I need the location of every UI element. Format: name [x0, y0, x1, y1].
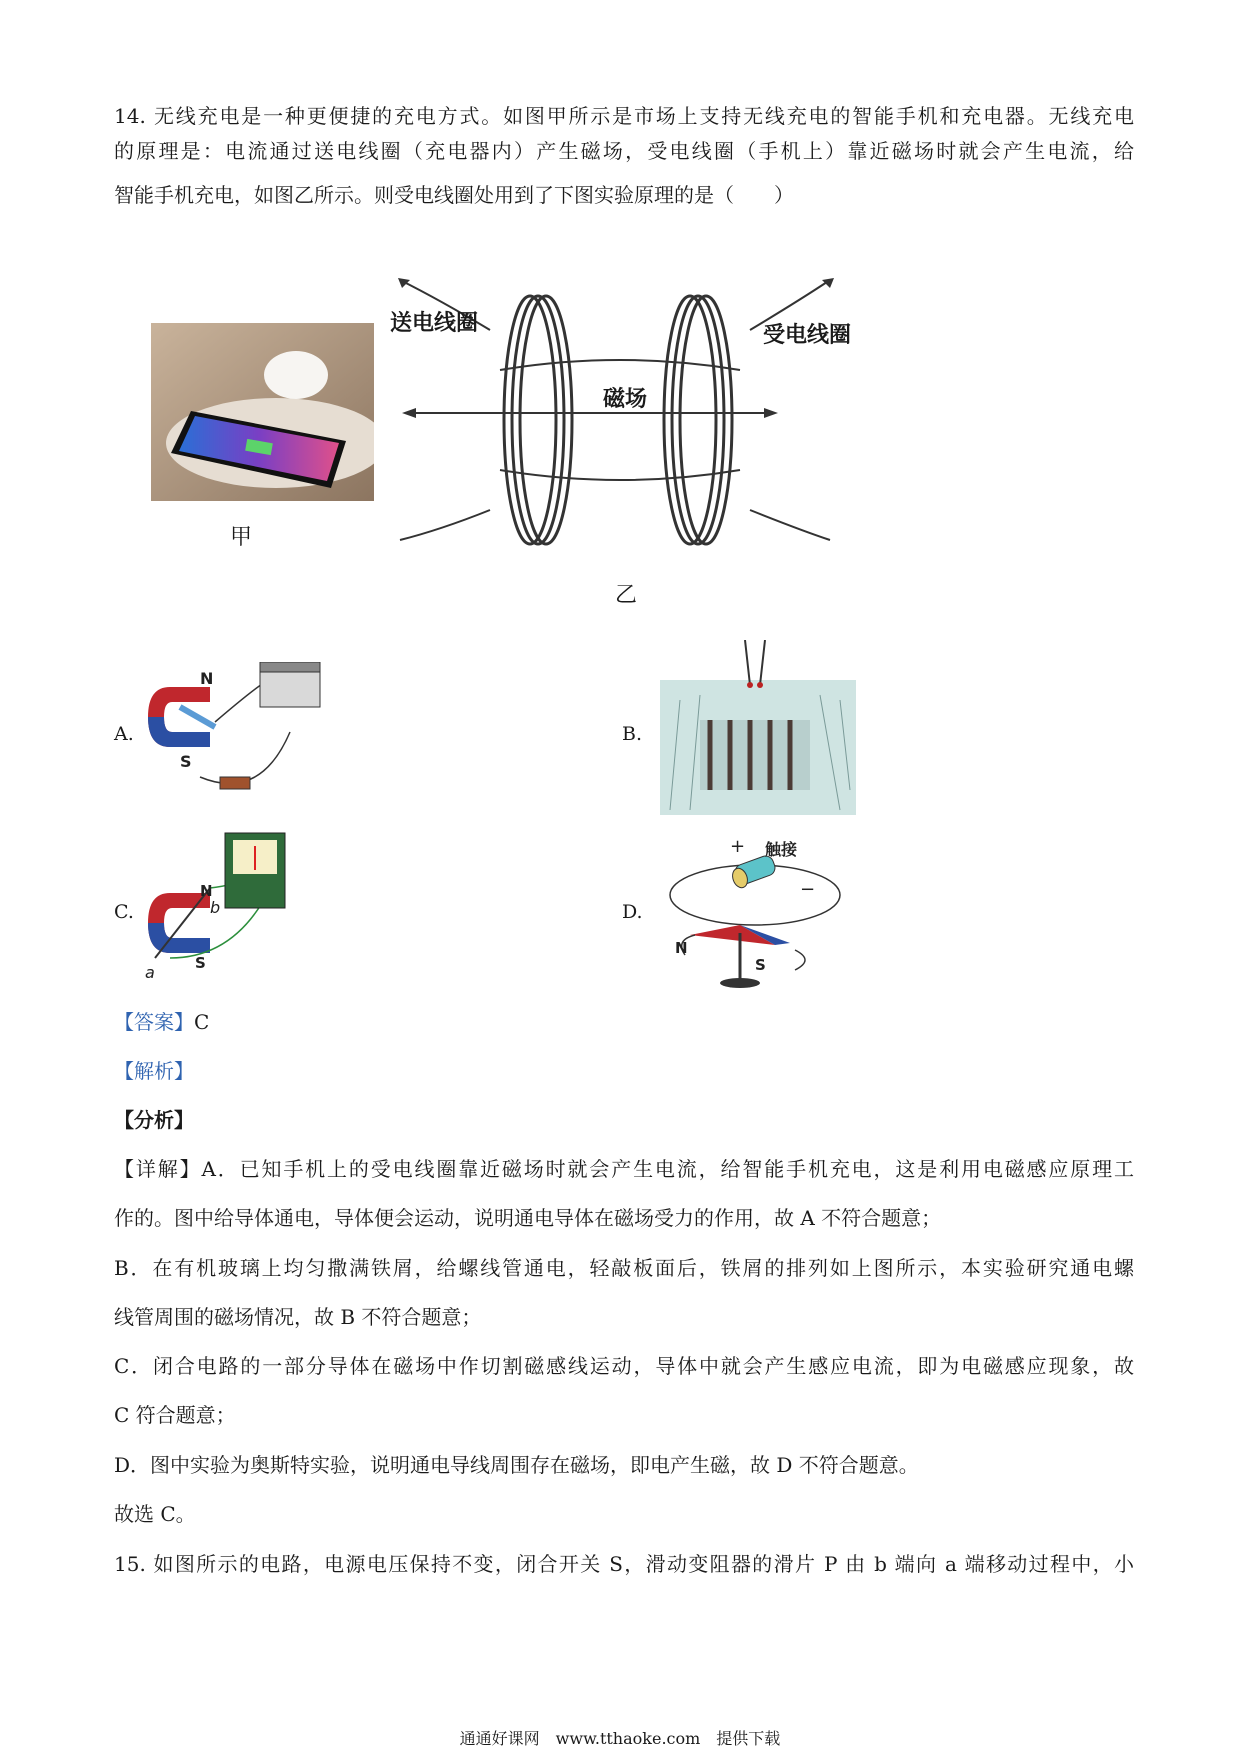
option-d-n-text: N — [675, 939, 688, 957]
detail-line-1: 【详解】A．已知手机上的受电线圈靠近磁场时就会产生电流，给智能手机充电，这是利用电磁感应原理工 — [114, 1157, 1134, 1181]
option-c-s-text: S — [195, 954, 206, 972]
coil-receive-label: 受电线圈 — [763, 323, 852, 348]
detail-line-5: C．闭合电路的一部分导体在磁场中作切割磁感线运动，导体中就会产生感应电流，即为电磁感应现象，故 — [114, 1354, 1134, 1378]
option-d-minus-text: − — [800, 879, 816, 900]
option-d-plus-text: + — [730, 836, 746, 857]
answer-line — [114, 1008, 1134, 1036]
option-d-s-text: S — [755, 956, 766, 974]
figure-jia-caption: 甲 — [230, 525, 253, 550]
question-15-line-1: 15. 如图所示的电路，电源电压保持不变，闭合开关 S，滑动变阻器的滑片 P 由 b 端向 a 端移动过程中，小 — [114, 1552, 1134, 1576]
option-c-figure — [140, 828, 290, 983]
detail-line-7: D．图中实验为奥斯特实验，说明通电导线周围存在磁场，即电产生磁，故 D 不符合题意。 — [114, 1453, 919, 1477]
figure-jia-photo — [151, 323, 374, 501]
option-c-n-text: N — [200, 882, 213, 900]
field-label: 磁场 — [603, 387, 648, 412]
option-d-touch-text: 触接 — [765, 840, 798, 859]
option-a-label: A. — [114, 723, 134, 745]
figure-yi-caption: 乙 — [615, 583, 638, 608]
detail-line-4: 线管周围的磁场情况，故 B 不符合题意； — [114, 1305, 482, 1329]
detail-line-2: 作的。图中给导体通电，导体便会运动，说明通电导体在磁场受力的作用，故 A 不符合题意； — [114, 1206, 942, 1230]
answer-value: C — [194, 1010, 210, 1034]
answer-tag: 【答案】 — [114, 1010, 194, 1034]
page-footer: 通通好课网 www.tthaoke.com 提供下载 — [459, 1729, 781, 1748]
option-b-label: B. — [622, 723, 643, 745]
option-c-b-text: b — [210, 898, 221, 917]
option-d-figure — [665, 835, 845, 995]
option-a-s-text: S — [180, 752, 192, 771]
question-14-line-1: 14. 无线充电是一种更便捷的充电方式。如图甲所示是市场上支持无线充电的智能手机和充电器。无线充电 — [114, 104, 1134, 128]
detail-line-8: 故选 C。 — [114, 1502, 196, 1526]
option-c-label: C. — [114, 901, 134, 923]
option-d-label: D. — [622, 901, 643, 923]
question-14-line-3: 智能手机充电，如图乙所示。则受电线圈处用到了下图实验原理的是（ ） — [114, 183, 794, 207]
detail-line-6: C 符合题意； — [114, 1403, 236, 1427]
option-b-figure — [660, 640, 856, 815]
question-14-line-2: 的原理是：电流通过送电线圈（充电器内）产生磁场，受电线圈（手机上）靠近磁场时就会产生电流，给 — [114, 139, 1134, 163]
analysis-tag: 【解析】 — [114, 1059, 194, 1083]
detail-line-3: B．在有机玻璃上均匀撒满铁屑，给螺线管通电，轻敲板面后，铁屑的排列如上图所示，本实验研究通电螺 — [114, 1256, 1134, 1280]
fenxi-tag: 【分析】 — [114, 1108, 194, 1132]
option-a-figure — [140, 662, 330, 807]
option-a-n-text: N — [200, 669, 214, 688]
coil-send-label: 送电线圈 — [390, 311, 479, 336]
option-c-a-text: a — [145, 963, 155, 982]
